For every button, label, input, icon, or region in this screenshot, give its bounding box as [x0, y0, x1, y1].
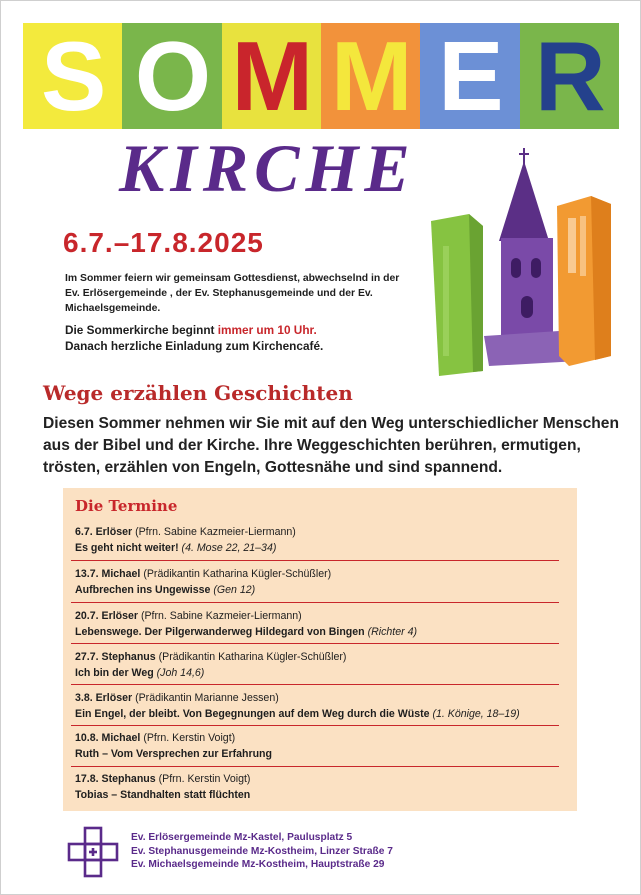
event-speaker: (Prädikantin Katharina Kügler-Schüßler): [140, 568, 332, 580]
banner-letter: O: [134, 23, 210, 129]
event-divider: [71, 725, 559, 726]
sommer-banner: [23, 23, 619, 129]
event-speaker: (Pfrn. Kerstin Voigt): [140, 732, 236, 744]
event-speaker: (Prädikantin Marianne Jessen): [132, 692, 279, 704]
event-topic: Es geht nicht weiter!: [75, 542, 179, 554]
event-topic: Ein Engel, der bleibt. Von Begegnungen auf dem Weg durch die Wüste: [75, 708, 430, 720]
banner-tile-s: [23, 23, 122, 129]
banner-letter: E: [438, 23, 502, 129]
event-divider: [71, 684, 559, 685]
kirche-title: KIRCHE: [119, 130, 416, 206]
footer-address-line: Ev. Michaelsgemeinde Mz-Kostheim, Hauptstraße 29: [131, 859, 385, 870]
event-reference: (Joh 14,6): [153, 667, 205, 679]
banner-letter: R: [534, 23, 604, 129]
termine-box: [63, 488, 577, 811]
event-item: [75, 524, 557, 564]
event-date-place: 13.7. Michael: [75, 568, 141, 580]
event-item: [75, 730, 557, 770]
start-info: [65, 322, 405, 354]
banner-tile-m1: [222, 23, 321, 129]
banner-letter: S: [40, 23, 105, 129]
event-item: [75, 771, 557, 811]
footer-address-line: Ev. Erlösergemeinde Mz-Kastel, Paulusplatz 5: [131, 832, 353, 843]
event-speaker: (Pfrn. Kerstin Voigt): [155, 773, 251, 785]
banner-letter: M: [231, 23, 312, 129]
event-topic: Ich bin der Weg: [75, 667, 154, 679]
event-speaker: (Prädikantin Katharina Kügler-Schüßler): [155, 651, 347, 663]
banner-letter: M: [330, 23, 411, 129]
event-date-place: 17.8. Stephanus: [75, 773, 156, 785]
church-towers-illustration: [429, 146, 619, 376]
event-reference: (Gen 12): [210, 584, 256, 596]
footer-addresses: [131, 831, 393, 872]
event-item: [75, 566, 557, 606]
event-item: [75, 608, 557, 648]
banner-tile-o: [122, 23, 221, 129]
cafe-invitation: Danach herzliche Einladung zum Kirchencafé.: [65, 339, 324, 353]
intro-text: Im Sommer feiern wir gemeinsam Gottesdienst, abwechselnd in der Ev. Erlösergemeinde , der Ev. Stephanusgemeinde und der Ev. Michaelsgemeinde.: [65, 273, 400, 314]
event-topic: Lebenswege. Der Pilgerwanderweg Hildegard von Bingen: [75, 626, 365, 638]
event-reference: (1. Könige, 18–19): [429, 708, 520, 720]
event-divider: [71, 766, 559, 767]
event-reference: (Richter 4): [364, 626, 418, 638]
banner-tile-r: [520, 23, 619, 129]
event-divider: [71, 643, 559, 644]
event-topic: Ruth – Vom Versprechen zur Erfahrung: [75, 748, 273, 760]
cross-logo-icon: [67, 826, 119, 878]
event-topic: Tobias – Standhalten statt flüchten: [75, 789, 251, 801]
section-heading: Wege erzählen Geschichten: [43, 381, 353, 405]
banner-tile-m2: [321, 23, 420, 129]
event-reference: (4. Mose 22, 21–34): [178, 542, 277, 554]
event-topic: Aufbrechen ins Ungewisse: [75, 584, 211, 596]
event-date-place: 10.8. Michael: [75, 732, 141, 744]
event-date-place: 3.8. Erlöser: [75, 692, 133, 704]
footer-address-line: Ev. Stephanusgemeinde Mz-Kostheim, Linzer Straße 7: [131, 845, 393, 857]
event-divider: [71, 602, 559, 603]
section-text: Diesen Sommer nehmen wir Sie mit auf den Weg unterschiedlicher Menschen aus der Bibel und der Kirche. Ihre Weggeschichten berühren, ermutigen, trösten, erzählen von Engeln, Gottesnähe und sind spannend.: [43, 415, 619, 476]
event-speaker: (Pfrn. Sabine Kazmeier-Liermann): [138, 610, 302, 622]
event-divider: [71, 560, 559, 561]
event-date-place: 20.7. Erlöser: [75, 610, 139, 622]
date-range: 6.7.–17.8.2025: [63, 227, 264, 258]
event-date-place: 6.7. Erlöser: [75, 526, 133, 538]
banner-tile-e: [420, 23, 519, 129]
start-prefix: Die Sommerkirche beginnt: [65, 323, 218, 337]
termine-title: Die Termine: [75, 497, 178, 515]
event-date-place: 27.7. Stephanus: [75, 651, 156, 663]
event-item: [75, 690, 557, 730]
event-item: [75, 649, 557, 689]
start-time-highlight: immer um 10 Uhr.: [217, 323, 317, 337]
event-speaker: (Pfrn. Sabine Kazmeier-Liermann): [132, 526, 296, 538]
